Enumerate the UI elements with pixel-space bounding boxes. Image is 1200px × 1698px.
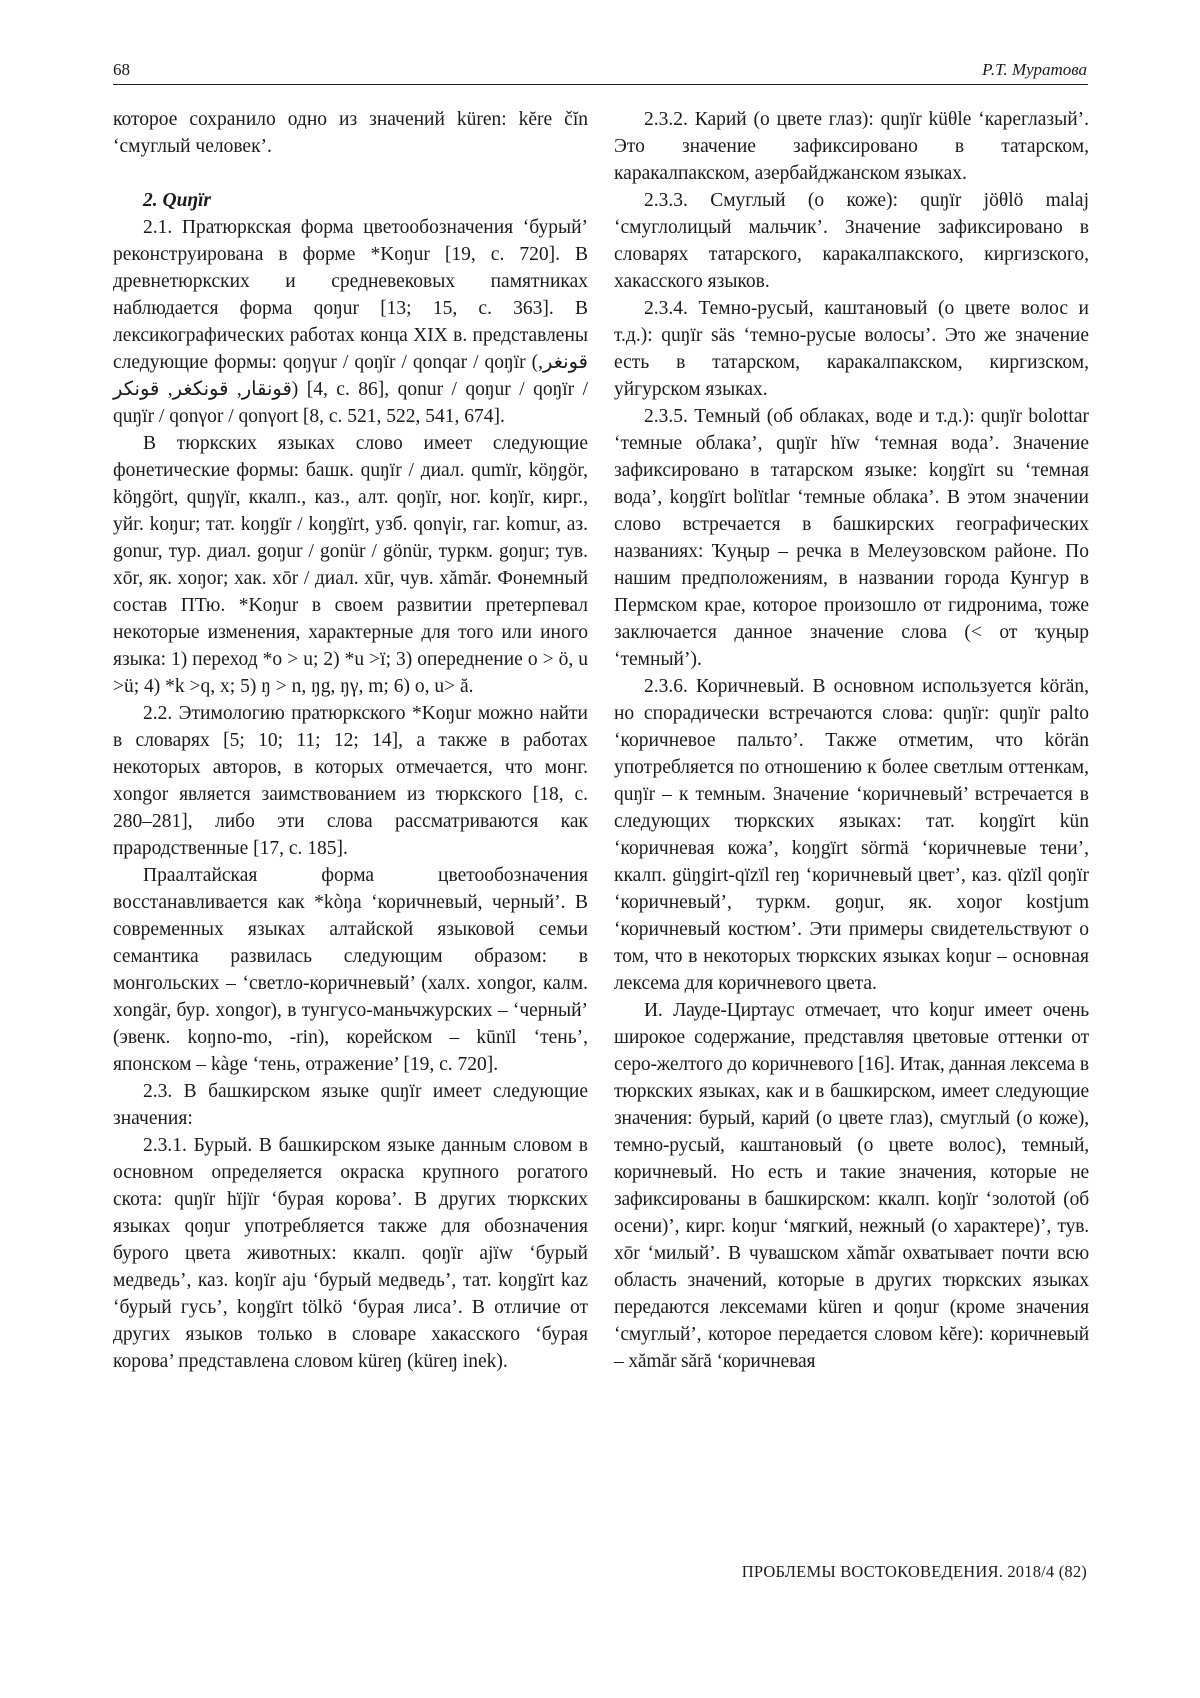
right-column xyxy=(614,106,1089,1375)
paragraph: 2.1. Пратюркская форма цветообозначения ‘бурый’ реконструирована в форме *Koŋur [19, с. 720]. В древнетюркских и средневековых памятниках наблюдается форма qoŋur [13; 15, с. 363]. В лексикографических работах конца XIX в. представлены следующие формы: qoŋγur / qoŋïr / qonqar / qoŋïr (قونغر, قونقار, قونكغر, قونكر) [4, с. 86], qonur / qoŋur / qoŋïr / quŋïr / qonγor / qonγort [8, с. 521, 522, 541, 674]. xyxy=(113,217,588,427)
paragraph: 2.3.5. Темный (об облаках, воде и т.д.): quŋïr bolottar ‘темные облака’, quŋïr hïw ‘темная вода’. Значение зафиксировано в татарском языке: koŋgïrt su ‘темная вода’, koŋgïrt bolïtlar ‘темные облака’. В этом значении слово встречается в башкирских географических названиях: Ҡуңыр – речка в Мелеузовском районе. По нашим предположениям, в названии города Кунгур в Пермском крае, которое произошло от гидронима, тоже заключается данное значение слова (< от ҡуңыр ‘темный’). xyxy=(614,406,1089,670)
paragraph: И. Лауде-Циртаус отмечает, что koŋur имеет очень широкое содержание, представляя цветовые оттенки от серо-желтого до коричневого [16]. Итак, данная лексема в тюркских языках, как и в башкирском, имеет следующие значения: бурый, карий (о цвете глаз), смуглый (о коже), темно-русый, каштановый (о цвете волос), темный, коричневый. Но есть и такие значения, которые не зафиксированы в башкирском: ккалп. koŋïr ‘золотой (об осени)’, кирг. koŋur ‘мягкий, нежный (о характере)’, тув. xōr ‘милый’. В чувашском xămăr охватывает почти всю область значений, которые в других тюркских языках передаются лексемами küren и qoŋur (кроме значения ‘смуглый’, которое передается словом kĕre): коричневый – xămăr sără ‘коричневая xyxy=(614,1000,1089,1372)
paragraph: 2.2. Этимологию пратюркского *Koŋur можно найти в словарях [5; 10; 11; 12; 14], а также в работах некоторых авторов, в которых отмечается, что монг. xongor является заимствованием из тюркского [18, с. 280–281], либо эти слова рассматриваются как прародственные [17, с. 185]. xyxy=(113,703,588,859)
paragraph: 2.3. В башкирском языке quŋïr имеет следующие значения: xyxy=(113,1081,588,1129)
header-rule xyxy=(113,84,1088,85)
paragraph: В тюркских языках слово имеет следующие фонетические формы: башк. quŋïr / диал. qumïr, köŋgör, köŋgört, quŋγïr, ккалп., каз., алт. qoŋïr, ног. koŋïr, кирг., уйг. koŋur; тат. koŋgïr / koŋgïrt, узб. qonγir, гаг. komur, аз. gonur, тур. диал. goŋur / gonür / gönür, туркм. goŋur; тув. xōr, як. xoŋor; хак. xōr / диал. xūr, чув. xămăr. Фонемный состав ПТю. *Koŋur в своем развитии претерпевал некоторые изменения, характерные для того или иного языка: 1) переход *o > u; 2) *u >ï; 3) опереднение o > ö, u >ü; 4) *k >q, x; 5) ŋ > n, ŋg, ŋγ, m; 6) o, u> ă. xyxy=(113,433,588,697)
running-header-author: Р.Т. Муратова xyxy=(982,60,1087,79)
paragraph: которое сохранило одно из значений küren: kĕre čĭn ‘смуглый человек’. xyxy=(113,109,588,157)
journal-footer: ПРОБЛЕМЫ ВОСТОКОВЕДЕНИЯ. 2018/4 (82) xyxy=(741,1562,1087,1581)
paragraph: Праалтайская форма цветообозначения восстанавливается как *kòŋa ‘коричневый, черный’. В современных языках алтайской языковой семьи семантика развилась следующим образом: в монгольских – ‘светло-коричневый’ (халх. xongor, калм. xongär, бур. xongor), в тунгусо-маньчжурских – ‘черный’ (эвенк. koŋno-mo, -rin), корейском – kūnïl ‘тень’, японском – kàge ‘тень, отражение’ [19, с. 720]. xyxy=(113,865,588,1075)
paragraph: 2.3.1. Бурый. В башкирском языке данным словом в основном определяется окраска крупного рогатого скота: quŋïr hïjïr ‘бурая корова’. В других тюркских языках qoŋur употребляется также для обозначения бурого цвета животных: ккалп. qoŋïr ajïw ‘бурый медведь’, каз. koŋïr aju ‘бурый медведь’, тат. koŋgïrt kaz ‘бурый гусь’, koŋgïrt tölkö ‘бурая лиса’. В отличие от других языков только в словаре хакасского ‘бурая корова’ представлена словом küreŋ (küreŋ inek). xyxy=(113,1135,588,1372)
paragraph: 2.3.3. Смуглый (о коже): quŋïr jöθlö malaj ‘смуглолицый мальчик’. Значение зафиксировано в словарях татарского, каракалпакского, киргизского, хакасского языков. xyxy=(614,190,1089,292)
page-number: 68 xyxy=(113,60,130,79)
paragraph: 2.3.2. Карий (о цвете глаз): quŋïr küθle ‘кареглазый’. Это значение зафиксировано в татарском, каракалпакском, азербайджанском языках. xyxy=(614,109,1089,184)
section-heading: 2. Quŋïr xyxy=(143,190,211,211)
left-column xyxy=(113,106,588,1375)
paragraph: 2.3.4. Темно-русый, каштановый (о цвете волос и т.д.): quŋïr säs ‘темно-русые волосы’. Это же значение есть в татарском, каракалпакском, киргизском, уйгурском языках. xyxy=(614,298,1089,400)
paragraph: 2.3.6. Коричневый. В основном используется körän, но спорадически встречаются слова: quŋïr: quŋïr palto ‘коричневое пальто’. Также отметим, что körän употребляется по отношению к более светлым оттенкам, quŋïr – к темным. Значение ‘коричневый’ встречается в следующих тюркских языках: тат. koŋgïrt kün ‘коричневая кожа’, koŋgïrt sörmä ‘коричневые тени’, ккалп. güŋgirt-qïzïl reŋ ‘коричневый цвет’, каз. qïzïl qoŋïr ‘коричневый’, туркм. goŋur, як. xoŋor kostjum ‘коричневый костюм’. Эти примеры свидетельствуют о том, что в некоторых тюркских языках koŋur – основная лексема для коричневого цвета. xyxy=(614,676,1089,994)
